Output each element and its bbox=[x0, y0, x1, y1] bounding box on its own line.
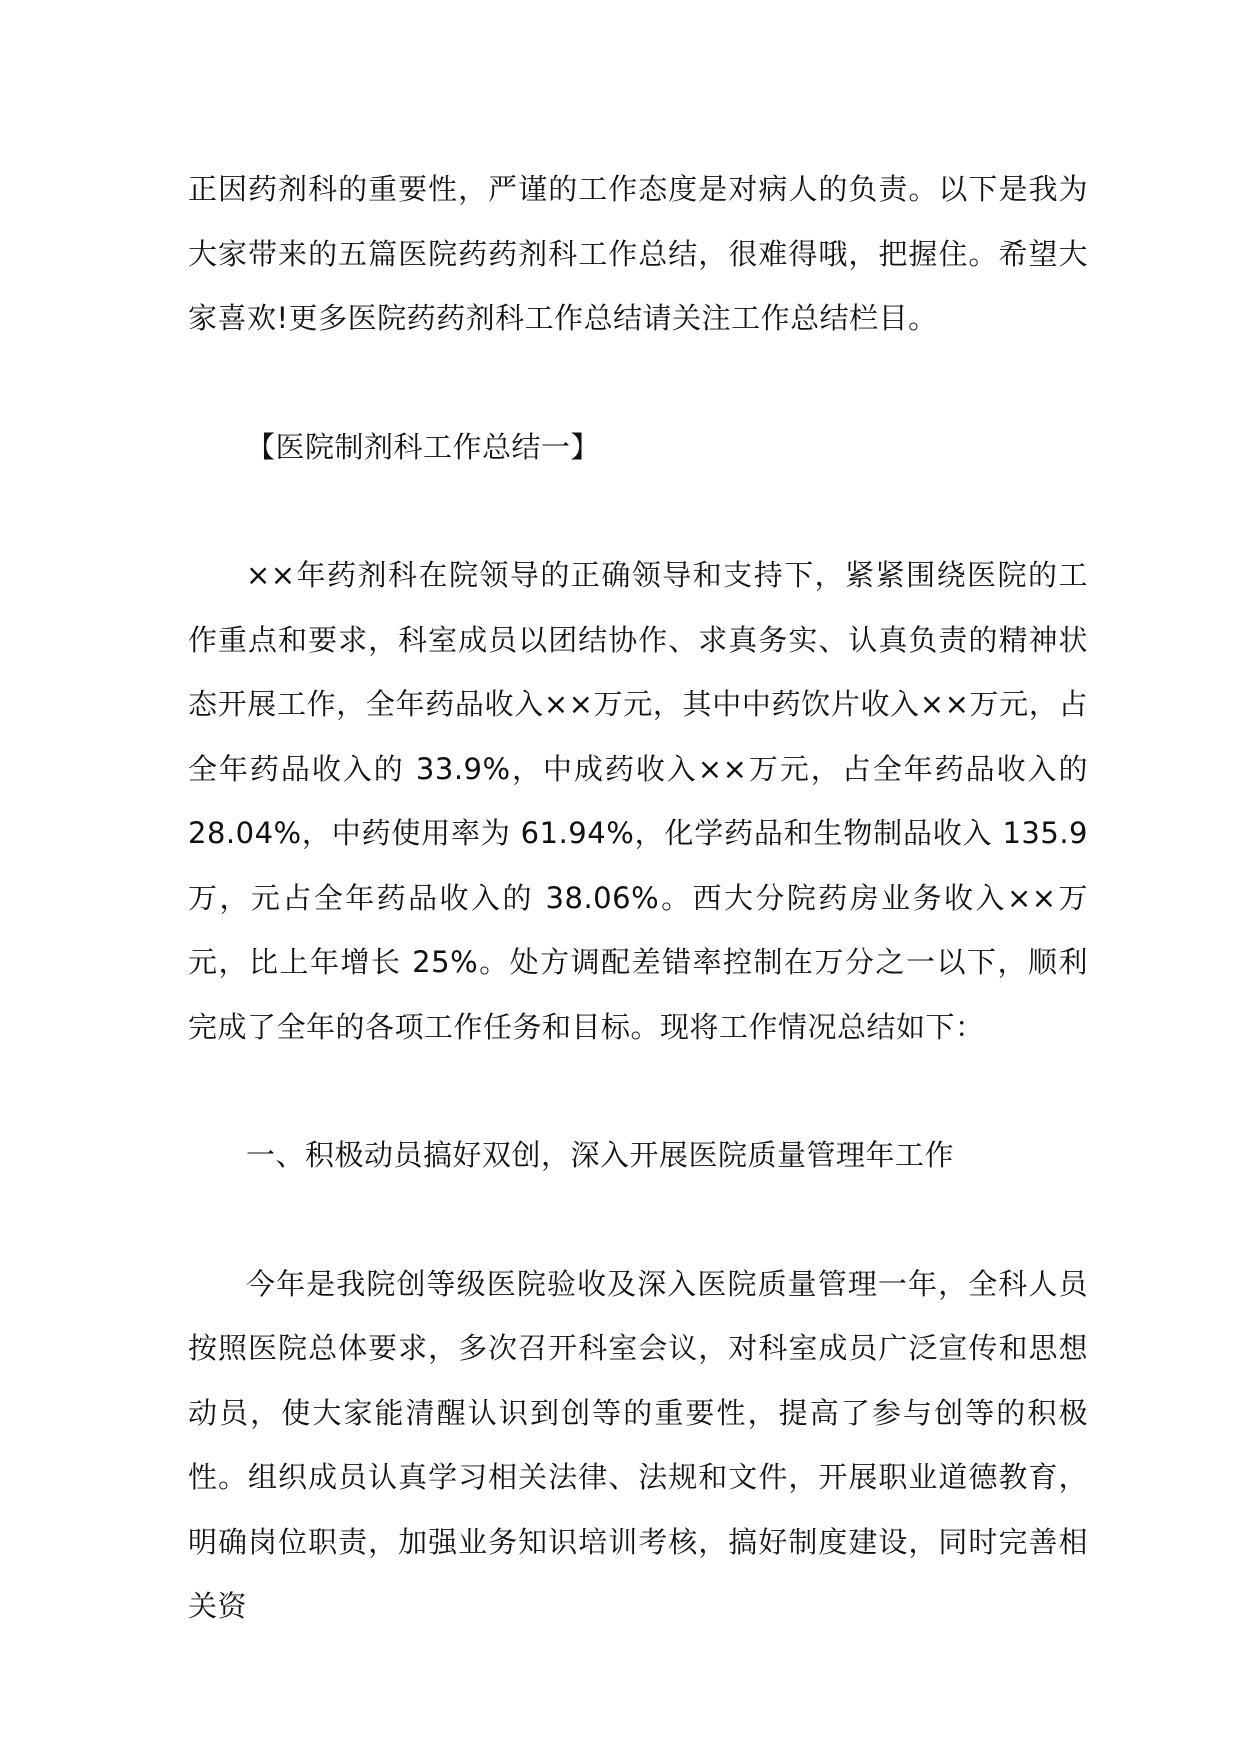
body-paragraph-one: 今年是我院创等级医院验收及深入医院质量管理一年，全科人员按照医院总体要求，多次召开科室会议，对科室成员广泛宣传和思想动员，使大家能清醒认识到创等的重要性，提高了参与创等的积极性。组织成员认真学习相关法律、法规和文件，开展职业道德教育，明确岗位职责，加强业务知识培训考核，搞好制度建设，同时完善相关资 bbox=[188, 1266, 1088, 1623]
intro-paragraph: 正因药剂科的重要性，严谨的工作态度是对病人的负责。以下是我为大家带来的五篇医院药药剂科工作总结，很难得哦，把握住。希望大家喜欢!更多医院药药剂科工作总结请关注工作总结栏目。 bbox=[188, 172, 1088, 335]
document-body bbox=[188, 157, 1088, 1639]
section-title: 【医院制剂科工作总结一】 bbox=[246, 429, 601, 464]
summary-paragraph: ××年药剂科在院领导的正确领导和支持下，紧紧围绕医院的工作重点和要求，科室成员以团结协作、求真务实、认真负责的精神状态开展工作，全年药品收入××万元，其中中药饮片收入××万元，占全年药品收入的 33.9%，中成药收入××万元，占全年药品收入的 28.04%，中药使用率为 61.94%，化学药品和生物制品收入 135.9 万，元占全年药品收入的 38.06%。西大分院药房业务收入××万元，比上年增长 25%。处方调配差错率控制在万分之一以下，顺利完成了全年的各项工作任务和目标。现将工作情况总结如下： bbox=[188, 558, 1088, 1044]
section-heading-one: 一、积极动员搞好双创，深入开展医院质量管理年工作 bbox=[246, 1138, 955, 1172]
